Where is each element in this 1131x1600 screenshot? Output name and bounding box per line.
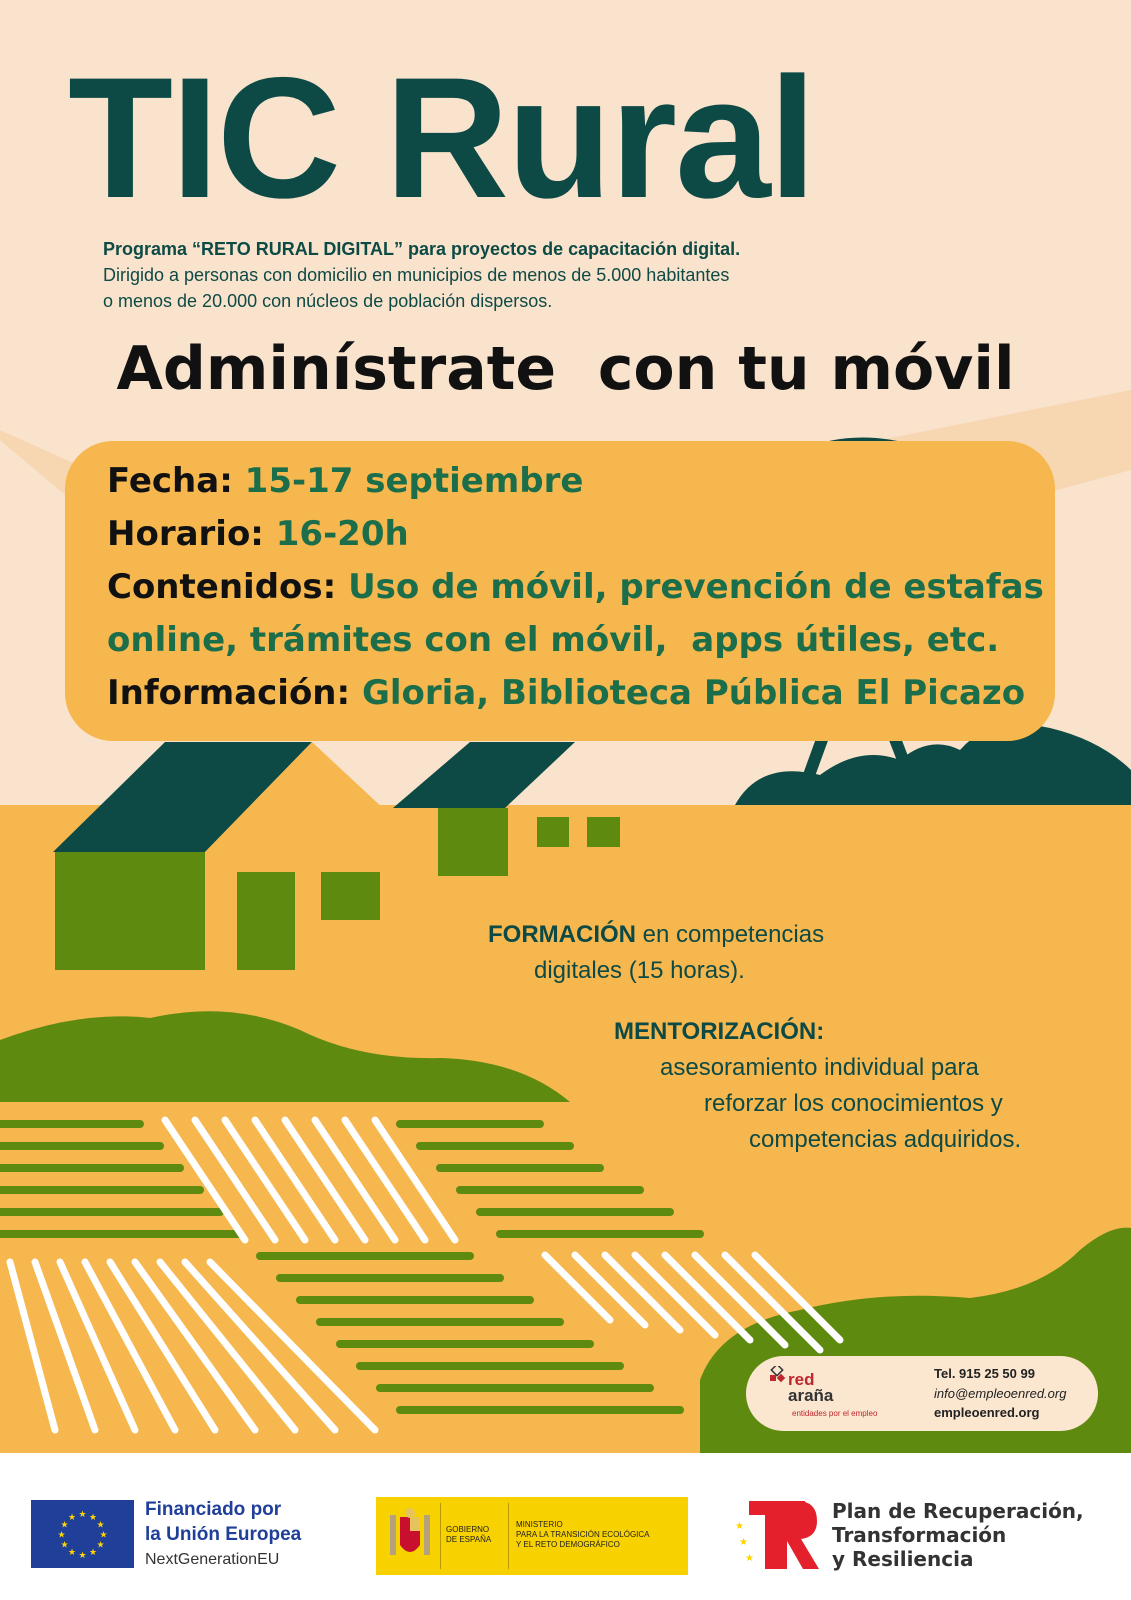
svg-text:★: ★: [57, 1530, 66, 1541]
house2-roof: [393, 742, 575, 808]
house2-window1: [537, 817, 569, 847]
formacion-line-1: [488, 917, 824, 953]
page-title: TIC Rural: [68, 42, 815, 234]
svg-text:★: ★: [96, 1540, 105, 1551]
house2-window2: [587, 817, 620, 847]
info-fecha: [107, 455, 1055, 508]
info-contenidos-cont: [107, 614, 1055, 667]
course-headline: Adminístrate con tu móvil: [116, 334, 1015, 404]
gob-line-1: GOBIERNO: [446, 1525, 490, 1534]
prtr-line-1: Plan de Recuperación,: [832, 1499, 1084, 1523]
prtr-line-2: Transformación: [832, 1523, 1007, 1547]
program-line-1: Programa “RETO RURAL DIGITAL” para proyectos de capacitación digital.: [103, 239, 741, 259]
house1-window: [321, 872, 380, 920]
prtr-logo-icon: [735, 1499, 827, 1571]
mentorizacion-line-2: asesoramiento individual para: [660, 1054, 979, 1081]
ministerio-text: [516, 1520, 650, 1550]
coat-of-arms-icon: [386, 1507, 434, 1565]
prtr-line-3: y Resiliencia: [832, 1547, 974, 1571]
info-informacion: [107, 667, 1055, 720]
svg-text:★: ★: [67, 1513, 77, 1523]
min-line-3: Y EL RETO DEMOGRÁFICO: [516, 1540, 620, 1549]
logo-tagline: entidades por el empleo: [792, 1409, 878, 1418]
svg-text:★: ★: [99, 1530, 108, 1541]
svg-text:★: ★: [735, 1521, 744, 1532]
mentorizacion-line-4: competencias adquiridos.: [749, 1126, 1022, 1153]
mentorizacion-block: [614, 1014, 1021, 1158]
mentorizacion-title: [614, 1014, 1021, 1050]
svg-text:★: ★: [60, 1520, 69, 1531]
info-box: [65, 441, 1055, 741]
contact-website[interactable]: empleoenred.org: [934, 1405, 1040, 1420]
informacion-value: Gloria, Biblioteca Pública El Picazo: [361, 673, 1026, 713]
min-line-1: MINISTERIO: [516, 1520, 563, 1529]
svg-text:★: ★: [88, 1513, 98, 1523]
gob-line-2: DE ESPAÑA: [446, 1535, 492, 1544]
svg-text:★: ★: [88, 1548, 98, 1558]
eu-flag-icon: [31, 1500, 134, 1568]
mentorizacion-line-3: reforzar los conocimientos y: [704, 1090, 1003, 1117]
info-horario: [107, 508, 1055, 561]
logo-red-text: red: [788, 1370, 815, 1389]
info-contenidos: [107, 561, 1055, 614]
house2-wall: [438, 808, 508, 876]
svg-text:★: ★: [67, 1548, 77, 1558]
svg-text:★: ★: [745, 1553, 754, 1564]
red-arana-logo-icon: [768, 1366, 788, 1386]
informacion-label: Información:: [107, 673, 351, 713]
formacion-line-2: digitales (15 horas).: [534, 957, 745, 984]
formacion-bold: FORMACIÓN: [488, 921, 636, 948]
house1-door: [237, 872, 295, 970]
gob-text: [446, 1525, 491, 1545]
horario-label: Horario:: [107, 514, 264, 554]
program-line-3: o menos de 20.000 con núcleos de población dispersos.: [103, 291, 553, 311]
gob-divider-1: [440, 1503, 441, 1569]
gobierno-espana-logo: [376, 1497, 688, 1575]
contenidos-label: Contenidos:: [107, 567, 337, 607]
eu-line-3: NextGenerationEU: [145, 1551, 280, 1568]
contenidos-value-2: online, trámites con el móvil, apps útiles, etc.: [107, 620, 1000, 660]
prtr-text: [832, 1499, 1084, 1571]
mentorizacion-bold: MENTORIZACIÓN:: [614, 1018, 825, 1045]
eu-line-2: la Unión Europea: [145, 1524, 302, 1545]
svg-text:★: ★: [78, 1510, 87, 1520]
program-description: [103, 236, 1003, 314]
svg-text:★: ★: [739, 1537, 748, 1548]
contact-email[interactable]: info@empleoenred.org: [934, 1386, 1067, 1401]
svg-text:★: ★: [60, 1540, 69, 1551]
eu-line-1: Financiado por: [145, 1499, 282, 1520]
eu-funding-text: [145, 1497, 301, 1572]
horario-value: 16-20h: [275, 514, 409, 554]
program-line-2: Dirigido a personas con domicilio en municipios de menos de 5.000 habitantes: [103, 265, 730, 285]
formacion-block: [488, 917, 824, 989]
eu-stars-icon: [31, 1500, 134, 1568]
house1-wall: [55, 852, 205, 970]
fecha-label: Fecha:: [107, 461, 233, 501]
logo-arana-text: araña: [788, 1386, 834, 1405]
formacion-rest: en competencias: [635, 921, 825, 948]
contact-phone: Tel. 915 25 50 99: [934, 1366, 1035, 1381]
svg-text:★: ★: [96, 1520, 105, 1531]
min-line-2: PARA LA TRANSICIÓN ECOLÓGICA: [516, 1530, 650, 1539]
contact-card: [746, 1356, 1098, 1431]
contenidos-value-1: Uso de móvil, prevención de estafas: [348, 567, 1044, 607]
fecha-value: 15-17 septiembre: [244, 461, 584, 501]
svg-text:★: ★: [78, 1551, 87, 1561]
gob-divider-2: [508, 1503, 509, 1569]
